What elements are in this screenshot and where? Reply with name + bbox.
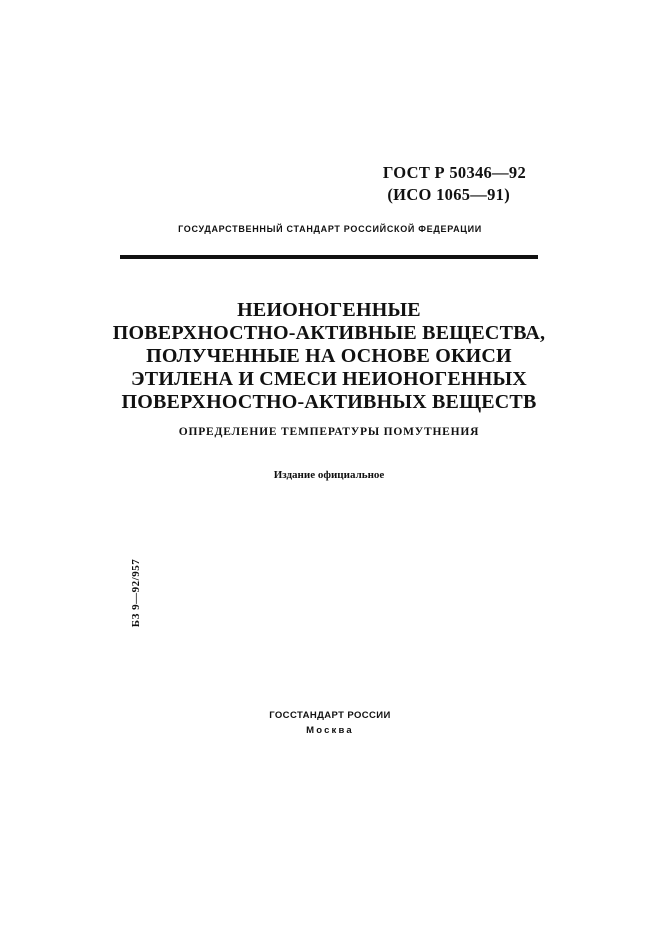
document-subtitle: ОПРЕДЕЛЕНИЕ ТЕМПЕРАТУРЫ ПОМУТНЕНИЯ — [178, 426, 480, 438]
title-line: ПОЛУЧЕННЫЕ НА ОСНОВЕ ОКИСИ — [146, 345, 512, 367]
standard-header: ГОСУДАРСТВЕННЫЙ СТАНДАРТ РОССИЙСКОЙ ФЕДЕРАЦИИ — [178, 224, 482, 234]
side-code-block — [126, 553, 146, 633]
edition-label: Издание официальное — [273, 469, 385, 481]
iso-number: (ИСО 1065—91) — [387, 185, 510, 204]
gost-number: ГОСТ Р 50346—92 — [382, 163, 526, 182]
title-line: ЭТИЛЕНА И СМЕСИ НЕИОНОГЕННЫХ — [131, 368, 527, 390]
title-line: ПОВЕРХНОСТНО-АКТИВНЫЕ ВЕЩЕСТВА, — [112, 322, 546, 344]
publisher-block — [230, 708, 430, 738]
publisher-city: Москва — [306, 725, 354, 736]
side-code: БЗ 9—92/957 — [130, 558, 142, 628]
header-divider — [120, 255, 538, 259]
publisher-name: ГОССТАНДАРТ РОССИИ — [269, 710, 391, 721]
document-number-block — [376, 162, 526, 206]
document-title — [100, 299, 558, 414]
title-line: ПОВЕРХНОСТНО-АКТИВНЫХ ВЕЩЕСТВ — [121, 391, 537, 413]
title-line: НЕИОНОГЕННЫЕ — [237, 299, 421, 321]
